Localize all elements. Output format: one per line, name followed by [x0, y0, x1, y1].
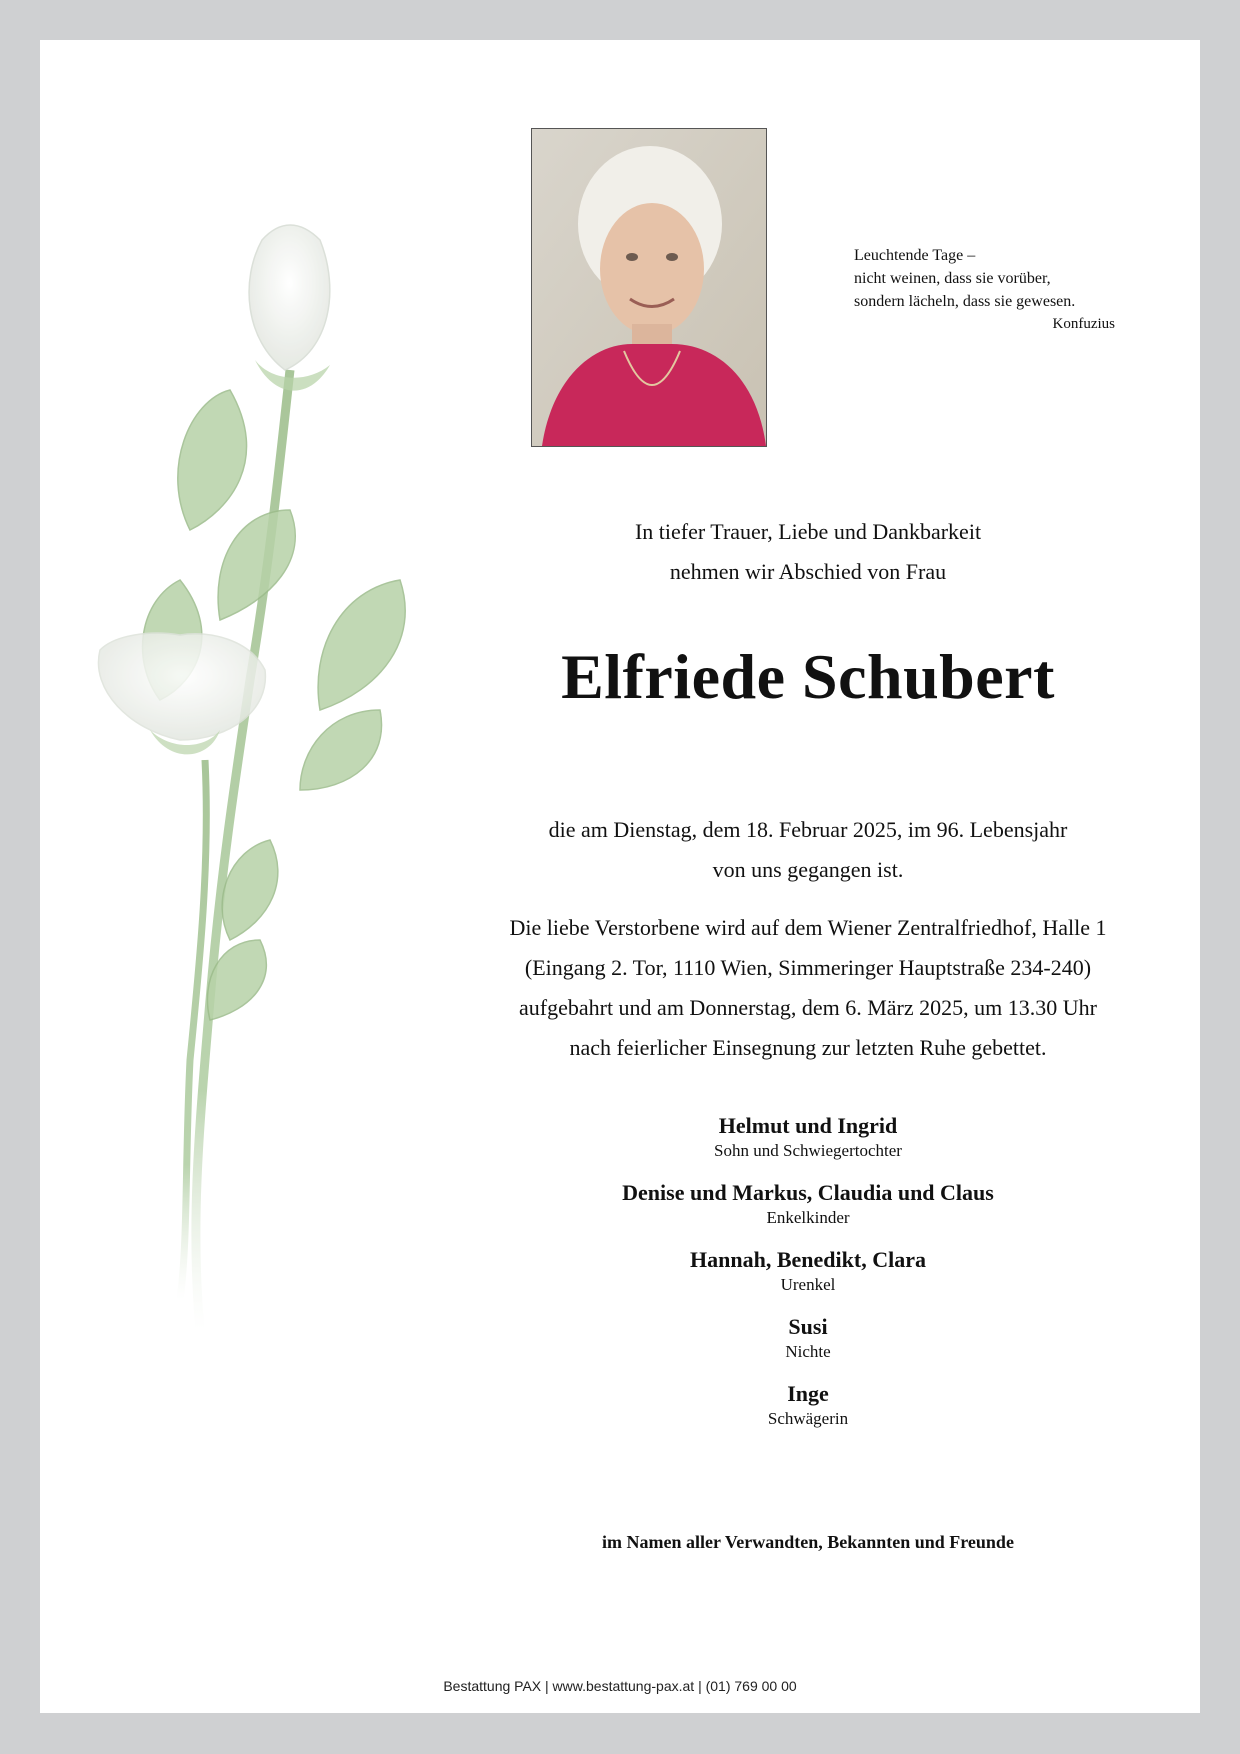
deceased-name: Elfriede Schubert — [561, 641, 1055, 712]
mourner-entry — [428, 1380, 1188, 1430]
white-rose-illustration — [40, 40, 460, 1713]
mourner-entry — [428, 1112, 1188, 1162]
mourners-list — [428, 1112, 1188, 1447]
mourner-entry — [428, 1246, 1188, 1296]
mourner-name: Susi — [788, 1314, 828, 1339]
funeral-notice — [428, 908, 1188, 1068]
quote-author: Konfuzius — [1052, 316, 1115, 332]
mourner-entry — [428, 1179, 1188, 1229]
footer-contact: Bestattung PAX | www.bestattung-pax.at | (01) 769 00 00 — [443, 1678, 797, 1694]
mourner-name: Inge — [787, 1381, 829, 1406]
mourner-entry — [428, 1313, 1188, 1363]
death-notice — [428, 810, 1188, 890]
mourner-relation: Nichte — [785, 1342, 831, 1361]
quote-line: sondern lächeln, dass sie gewesen. — [854, 293, 1076, 310]
death-notice-line: die am Dienstag, dem 18. Februar 2025, im 96. Lebensjahr — [548, 817, 1068, 842]
funeral-notice-line: Die liebe Verstorbene wird auf dem Wiener Zentralfriedhof, Halle 1 — [509, 915, 1107, 940]
portrait-photo — [531, 128, 767, 447]
intro-line: In tiefer Trauer, Liebe und Dankbarkeit — [634, 519, 982, 544]
intro-text — [428, 512, 1188, 592]
mourner-relation: Sohn und Schwiegertochter — [714, 1141, 902, 1160]
funeral-notice-line: aufgebahrt und am Donnerstag, dem 6. März 2025, um 13.30 Uhr — [519, 995, 1097, 1020]
intro-line: nehmen wir Abschied von Frau — [669, 559, 947, 584]
death-notice-line: von uns gegangen ist. — [712, 857, 904, 882]
mourner-relation: Enkelkinder — [766, 1208, 850, 1227]
mourner-relation: Urenkel — [780, 1275, 836, 1294]
funeral-notice-line: nach feierlicher Einsegnung zur letzten Ruhe gebettet. — [569, 1035, 1047, 1060]
quote-line: Leuchtende Tage – — [854, 247, 976, 264]
closing-line: im Namen aller Verwandten, Bekannten und Freunde — [602, 1532, 1014, 1552]
quote-line: nicht weinen, dass sie vorüber, — [854, 270, 1051, 287]
mourner-name: Hannah, Benedikt, Clara — [690, 1247, 926, 1272]
mourner-relation: Schwägerin — [767, 1409, 849, 1428]
funeral-notice-line: (Eingang 2. Tor, 1110 Wien, Simmeringer Hauptstraße 234-240) — [524, 955, 1092, 980]
mourner-name: Helmut und Ingrid — [718, 1113, 898, 1138]
mourner-name: Denise und Markus, Claudia und Claus — [622, 1180, 994, 1205]
obituary-sheet — [40, 40, 1200, 1713]
quote-block — [854, 244, 1154, 336]
